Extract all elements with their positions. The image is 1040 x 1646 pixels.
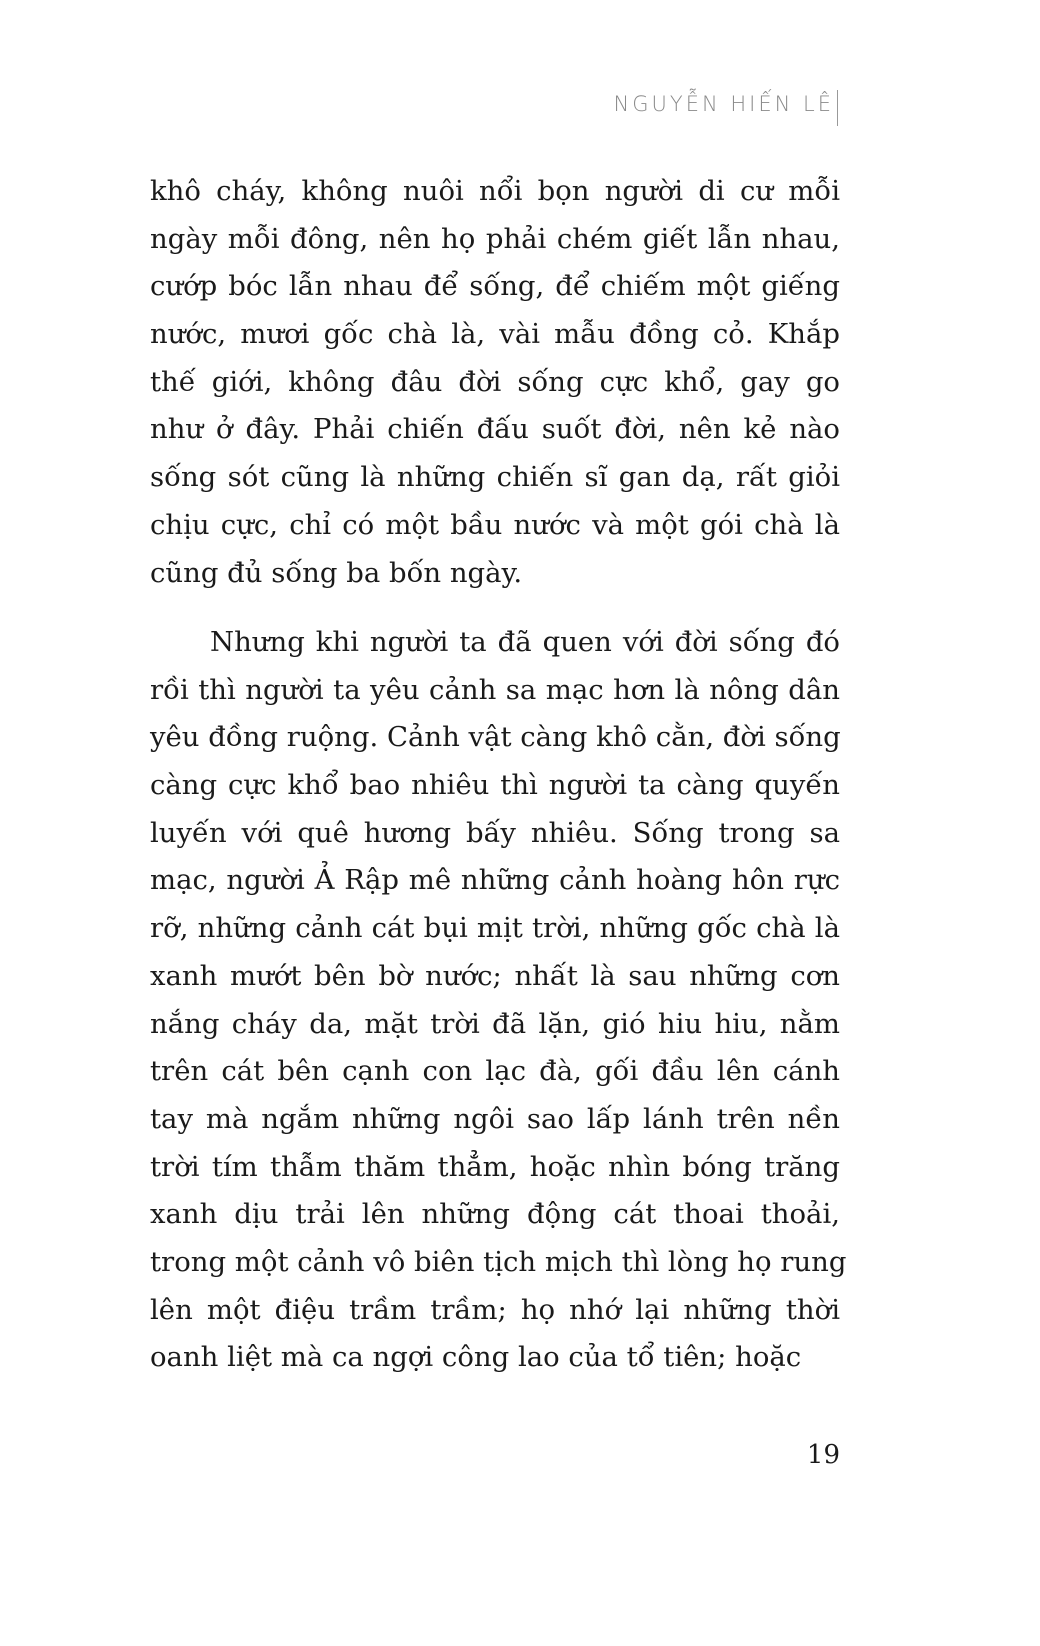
text-line: sống sót cũng là những chiến sĩ gan dạ, rất giỏi — [150, 461, 840, 494]
text-line: trong một cảnh vô biên tịch mịch thì lòng họ rung — [150, 1245, 847, 1278]
text-line: mạc, người Ả Rập mê những cảnh hoàng hôn rực — [150, 864, 840, 897]
paragraph-1 — [150, 168, 840, 597]
text-line: chịu cực, chỉ có một bầu nước và một gói chà là — [150, 508, 840, 541]
text-line: oanh liệt mà ca ngợi công lao của tổ tiên; hoặc — [150, 1341, 802, 1374]
text-line: nước, mươi gốc chà là, vài mẫu đồng cỏ. Khắp — [150, 318, 840, 351]
page-number: 19 — [806, 1440, 840, 1470]
text-line: cướp bóc lẫn nhau để sống, để chiếm một giếng — [150, 270, 840, 303]
text-line: luyến với quê hương bấy nhiêu. Sống trong sa — [150, 816, 840, 849]
text-line: nắng cháy da, mặt trời đã lặn, gió hiu hiu, nằm — [150, 1007, 840, 1040]
text-line: cũng đủ sống ba bốn ngày. — [150, 556, 523, 589]
text-line: lên một điệu trầm trầm; họ nhớ lại những thời — [150, 1293, 840, 1326]
text-line: trên cát bên cạnh con lạc đà, gối đầu lên cánh — [150, 1055, 840, 1088]
text-line: xanh dịu trải lên những động cát thoai thoải, — [150, 1198, 840, 1231]
text-line: thế giới, không đâu đời sống cực khổ, gay go — [150, 365, 840, 398]
text-line: yêu đồng ruộng. Cảnh vật càng khô cằn, đời sống — [150, 721, 841, 754]
text-line: xanh mướt bên bờ nước; nhất là sau những cơn — [150, 959, 840, 992]
text-line: khô cháy, không nuôi nổi bọn người di cư mỗi — [150, 175, 840, 207]
text-line: ngày mỗi đông, nên họ phải chém giết lẫn nhau, — [150, 222, 840, 255]
text-line: trời tím thẫm thăm thẳm, hoặc nhìn bóng trăng — [150, 1150, 840, 1183]
text-line: Nhưng khi người ta đã quen với đời sống đó — [210, 626, 840, 658]
text-line: rỡ, những cảnh cát bụi mịt trời, những gốc chà là — [150, 912, 840, 945]
text-line: tay mà ngắm những ngôi sao lấp lánh trên nền — [150, 1102, 840, 1135]
text-line: càng cực khổ bao nhiêu thì người ta càng quyến — [150, 769, 840, 802]
text-line: như ở đây. Phải chiến đấu suốt đời, nên kẻ nào — [150, 413, 840, 446]
paragraph-2 — [150, 619, 847, 1382]
header-divider — [837, 90, 838, 126]
running-header: NGUYỄN HIẾN LÊ — [613, 92, 834, 116]
text-line: rồi thì người ta yêu cảnh sa mạc hơn là nông dân — [150, 673, 840, 706]
